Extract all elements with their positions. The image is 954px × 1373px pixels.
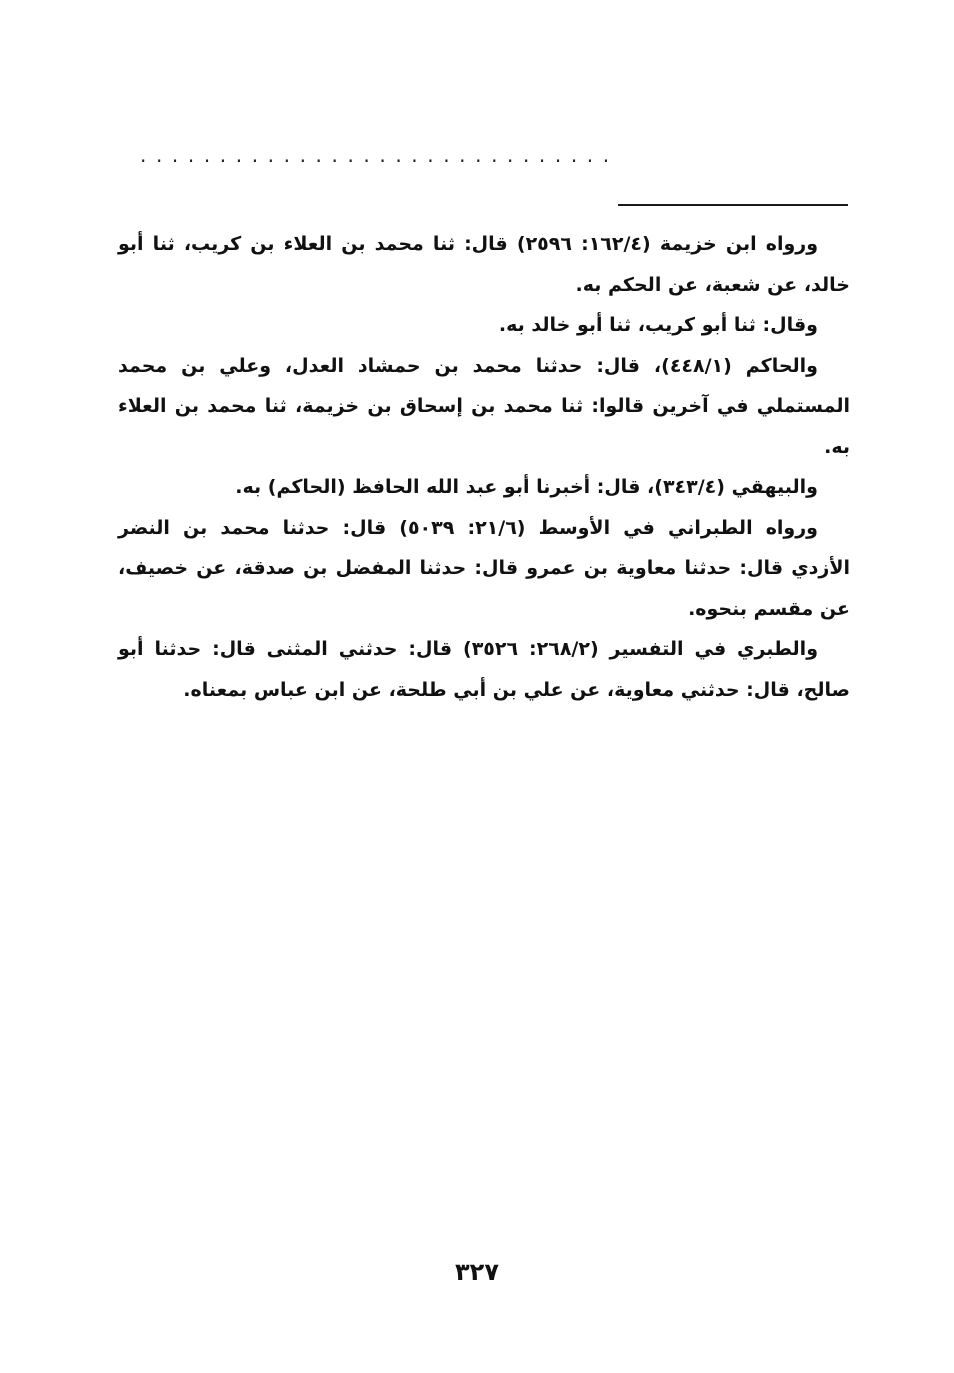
paragraph-tabarani: ورواه الطبراني في الأوسط (٢١/٦: ٥٠٣٩) قال: حدثنا محمد بن النضر الأزدي قال: حدثنا معاوية بن عمرو قال: حدثنا المفضل بن صدقة، عن خصيف، عن مقسم بنحوه. — [118, 516, 850, 620]
paragraph-hakim: والحاكم (٤٤٨/١)، قال: حدثنا محمد بن حمشاد العدل، وعلي بن محمد المستملي في آخرين قالوا: ثنا محمد بن إسحاق بن خزيمة، ثنا محمد بن العلاء به. — [118, 354, 850, 458]
footnote-rule — [618, 204, 848, 206]
paragraph-tabari: والطبري في التفسير (٢٦٨/٢: ٣٥٢٦) قال: حدثني المثنى قال: حدثنا أبو صالح، قال: حدثني معاوية، عن علي بن أبي طلحة، عن ابن عباس بمعناه. — [118, 638, 850, 701]
page-number: ٣٢٧ — [455, 1258, 499, 1286]
paragraph-bayhaqi: والبيهقي (٣٤٣/٤)، قال: أخبرنا أبو عبد الله الحافظ (الحاكم) به. — [235, 476, 818, 498]
paragraph-abu-kurayb: وقال: ثنا أبو كريب، ثنا أبو خالد به. — [498, 314, 818, 336]
footnote-text — [118, 224, 850, 710]
section-separator-dots: .............................. — [140, 143, 619, 167]
paragraph-ibn-khuzaymah: ورواه ابن خزيمة (١٦٢/٤: ٢٥٩٦) قال: ثنا محمد بن العلاء بن كريب، ثنا أبو خالد، عن شعبة، عن الحكم به. — [118, 233, 850, 296]
